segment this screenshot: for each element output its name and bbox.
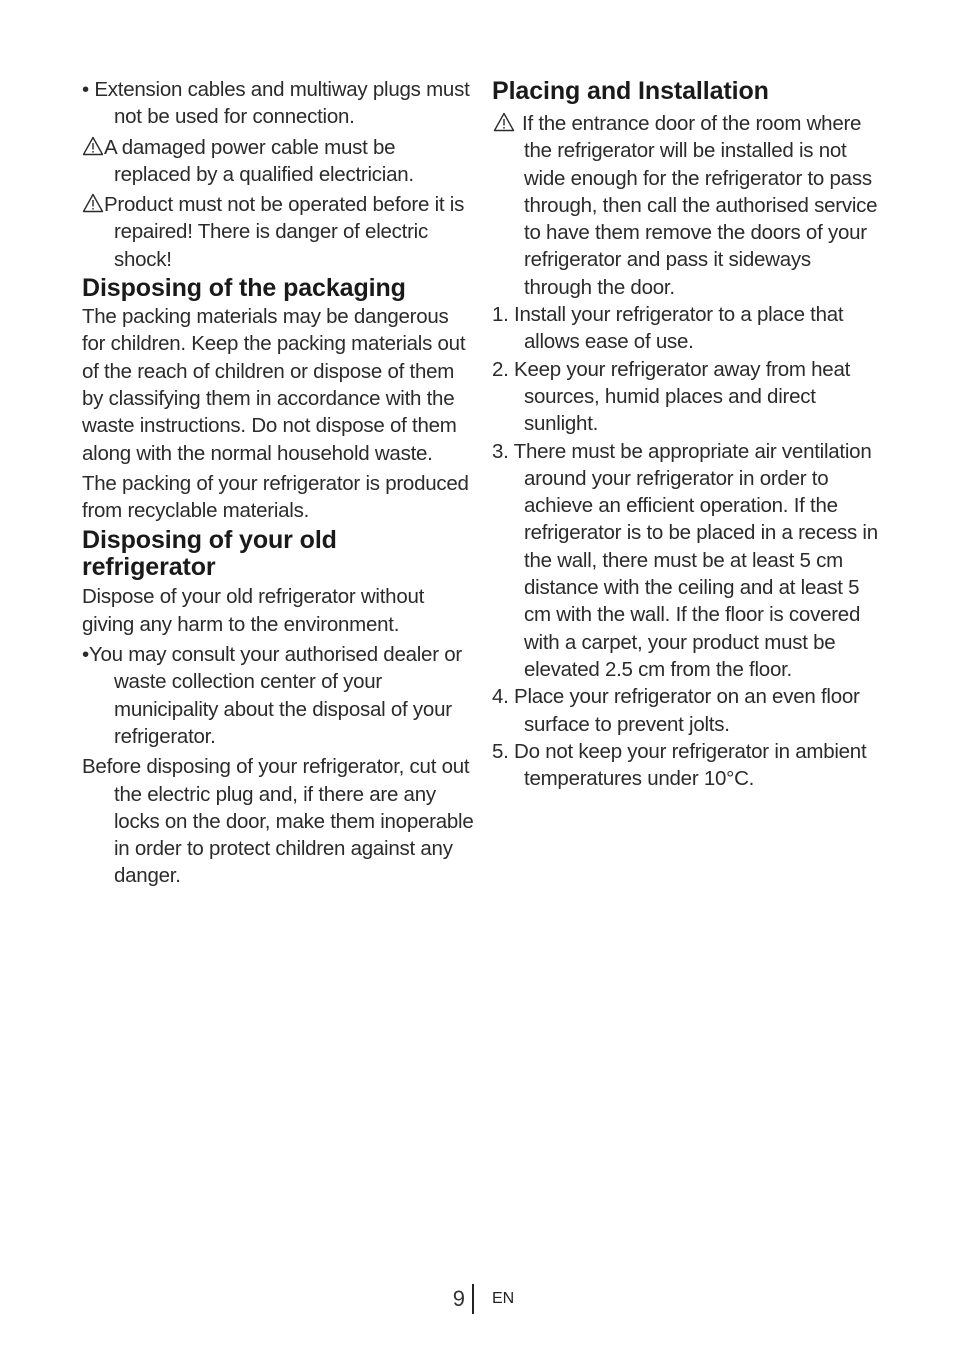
packaging-paragraph-1: The packing materials may be dangerous for children. Keep the packing materials out of the reach of children or dispose of them by classifying them in accordance with the waste instructions. Do not dispose of them along with the normal household waste.: [82, 305, 466, 465]
old-fridge-paragraph-2: Before disposing of your refrigerator, cut out the electric plug and, if there are any locks on the door, make them inoperable in order to protect children against any danger.: [82, 755, 474, 888]
warning-entrance-door: [492, 110, 884, 301]
warning-entrance-door-text: If the entrance door of the room where the refrigerator will be installed is not wide enough for the refrigerator to pass through, then call the authorised service to have them remove the doors of your refrigerator and pass it sideways through the door.: [522, 112, 878, 299]
warning-damaged-cable-text: A damaged power cable must be replaced by a qualified electrician.: [104, 135, 414, 186]
warning-damaged-cable: [82, 134, 474, 189]
footer-divider: [472, 1284, 474, 1314]
install-step-5: 5. Do not keep your refrigerator in ambient temperatures under 10°C.: [492, 739, 867, 791]
packaging-paragraph-2: The packing of your refrigerator is produced from recyclable materials.: [82, 471, 469, 523]
install-step-3: 3. There must be appropriate air ventilation around your refrigerator in order to achieve an efficient operation. If the refrigerator is to be placed in a recess in the wall, there must be at least 5 cm distance with the ceiling and at least 5 cm with the wall. If the floor is covered with a carpet, your product must be elevated 2.5 cm from the floor.: [492, 439, 878, 681]
page-number: 9: [452, 1286, 465, 1311]
warning-triangle-icon: [492, 112, 522, 135]
old-fridge-paragraph-1: Dispose of your old refrigerator without giving any harm to the environment.: [82, 585, 425, 636]
warning-repair-text: Product must not be operated before it is repaired! There is danger of electric shock!: [104, 193, 465, 271]
heading-disposing-packaging: Disposing of the packaging: [82, 274, 406, 303]
warning-repair: [82, 191, 474, 273]
right-column: [492, 76, 884, 792]
warning-triangle-icon: [82, 136, 104, 159]
warning-triangle-icon: [82, 193, 104, 216]
install-step-2: 2. Keep your refrigerator away from heat sources, humid places and direct sunlight.: [492, 357, 851, 436]
old-fridge-bullet: •You may consult your authorised dealer or waste collection center of your municipality about the disposal of your refrigerator.: [82, 643, 462, 748]
heading-placing-installation: Placing and Installation: [492, 77, 769, 105]
page-footer: [0, 1284, 954, 1314]
install-step-4: 4. Place your refrigerator on an even floor surface to prevent jolts.: [492, 685, 860, 736]
left-column: [82, 76, 474, 890]
bullet-extension-cables: • Extension cables and multiway plugs must not be used for connection.: [82, 78, 470, 129]
heading-disposing-old-refrigerator: Disposing of your old refrigerator: [82, 526, 337, 582]
language-code: EN: [492, 1290, 515, 1307]
install-step-1: 1. Install your refrigerator to a place that allows ease of use.: [492, 303, 844, 354]
